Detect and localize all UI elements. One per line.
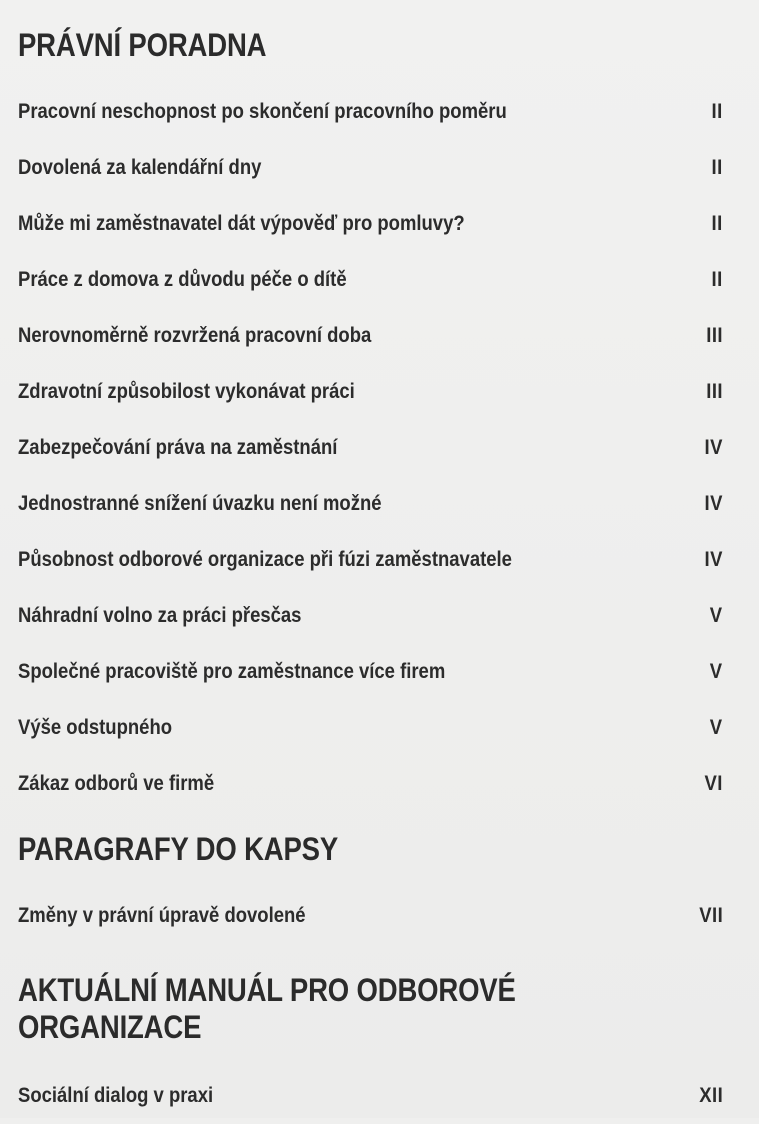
toc-entry-page: III <box>706 324 723 347</box>
toc-entry[interactable] <box>18 756 723 812</box>
toc-entry[interactable] <box>18 196 723 252</box>
toc-entry[interactable] <box>18 700 723 756</box>
toc-entry-page: XII <box>699 1084 723 1107</box>
section-title: PRÁVNÍ PORADNA <box>18 27 267 63</box>
toc-entry[interactable] <box>18 84 723 140</box>
toc-entry-page: II <box>711 268 723 291</box>
toc-entry-title: Působnost odborové organizace při fúzi zaměstnavatele <box>18 548 512 571</box>
toc-entry-page: IV <box>704 492 723 515</box>
toc-list <box>18 84 723 812</box>
toc-list <box>18 888 723 944</box>
toc-entry-page: IV <box>704 436 723 459</box>
toc-entry-page: VI <box>704 772 723 795</box>
toc-entry-page: III <box>706 380 723 403</box>
toc-entry-page: II <box>711 156 723 179</box>
toc-entry[interactable] <box>18 420 723 476</box>
toc-entry[interactable] <box>18 888 723 944</box>
toc-entry[interactable] <box>18 532 723 588</box>
toc-entry-title: Zákaz odborů ve firmě <box>18 772 215 795</box>
section-title-line: ORGANIZACE <box>18 1009 202 1045</box>
toc-list <box>18 1068 723 1124</box>
toc-entry[interactable] <box>18 476 723 532</box>
toc-entry[interactable] <box>18 140 723 196</box>
toc-entry-title: Dovolená za kalendářní dny <box>18 156 262 179</box>
toc-entry-title: Výše odstupného <box>18 716 173 739</box>
toc-entry-page: VII <box>699 904 723 927</box>
toc-entry-title: Změny v právní úpravě dovolené <box>18 904 306 927</box>
toc-entry-title: Může mi zaměstnavatel dát výpověď pro pomluvy? <box>18 212 465 235</box>
toc-entry-title: Pracovní neschopnost po skončení pracovního poměru <box>18 100 507 123</box>
toc-entry-title: Práce z domova z důvodu péče o dítě <box>18 268 347 291</box>
toc-entry-page: V <box>710 716 723 739</box>
section-title: PARAGRAFY DO KAPSY <box>18 831 339 867</box>
section-aktualni-manual <box>18 972 723 1124</box>
toc-entry[interactable] <box>18 644 723 700</box>
toc-entry-title: Jednostranné snížení úvazku není možné <box>18 492 382 515</box>
toc-entry-page: IV <box>704 548 723 571</box>
toc-entry[interactable] <box>18 1068 723 1124</box>
toc-entry-title: Sociální dialog v praxi <box>18 1084 214 1107</box>
toc-entry-page: II <box>711 212 723 235</box>
toc-entry[interactable] <box>18 364 723 420</box>
toc-entry[interactable] <box>18 308 723 364</box>
section-pravni-poradna <box>18 26 723 812</box>
toc-entry-page: II <box>711 100 723 123</box>
section-title-line: AKTUÁLNÍ MANUÁL PRO ODBOROVÉ <box>18 972 516 1008</box>
toc-entry-title: Zabezpečování práva na zaměstnání <box>18 436 338 459</box>
toc-entry-page: V <box>710 604 723 627</box>
toc-entry-page: V <box>710 660 723 683</box>
section-paragrafy-do-kapsy <box>18 830 723 944</box>
toc-entry-title: Zdravotní způsobilost vykonávat práci <box>18 380 355 403</box>
toc-entry[interactable] <box>18 588 723 644</box>
toc-entry[interactable] <box>18 252 723 308</box>
toc-entry-title: Náhradní volno za práci přesčas <box>18 604 302 627</box>
toc-entry-title: Společné pracoviště pro zaměstnance více firem <box>18 660 446 683</box>
section-title <box>18 972 721 1046</box>
toc-entry-title: Nerovnoměrně rozvržená pracovní doba <box>18 324 372 347</box>
